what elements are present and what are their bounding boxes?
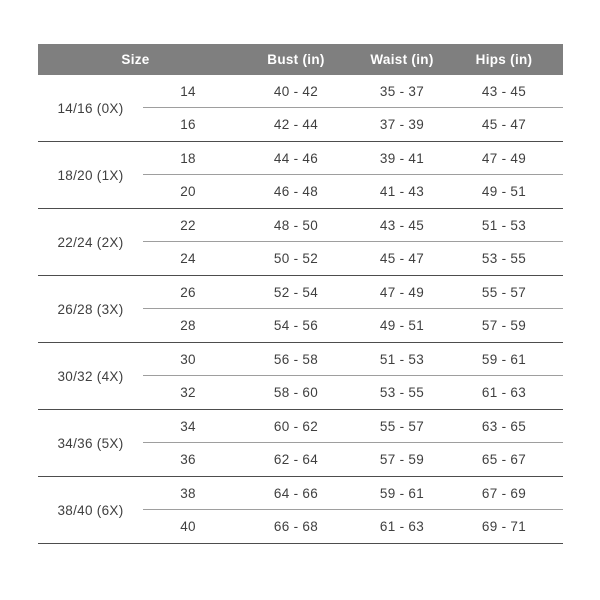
group-size-label: 22/24 (2X) [57,234,124,250]
header-bust: Bust (in) [267,52,325,67]
size-cell: 30 [143,343,233,376]
hips-cell: 43 - 45 [445,75,563,108]
bust-cell: 52 - 54 [233,276,359,309]
header-size: Size [121,52,150,67]
waist-cell: 57 - 59 [379,452,425,467]
size-cell: 20 [180,184,196,199]
waist-cell: 59 - 61 [359,477,445,510]
hips-cell: 49 - 51 [481,184,527,199]
size-cell: 24 [180,251,196,266]
hips-cell: 59 - 61 [445,343,563,376]
size-group [38,410,563,477]
group-size-label: 30/32 (4X) [57,368,124,384]
size-cell: 38 [143,477,233,510]
hips-cell: 55 - 57 [445,276,563,309]
size-group [38,276,563,343]
waist-cell: 37 - 39 [379,117,425,132]
waist-cell: 45 - 47 [379,251,425,266]
size-chart-body [38,75,563,544]
size-cell: 22 [143,209,233,242]
waist-cell: 47 - 49 [359,276,445,309]
hips-cell: 61 - 63 [481,385,527,400]
waist-cell: 55 - 57 [359,410,445,443]
waist-cell: 41 - 43 [379,184,425,199]
size-cell: 14 [143,75,233,108]
size-group [38,343,563,410]
hips-cell: 67 - 69 [445,477,563,510]
hips-cell: 51 - 53 [445,209,563,242]
hips-cell: 65 - 67 [481,452,527,467]
group-size-label: 34/36 (5X) [57,435,124,451]
size-group [38,75,563,142]
hips-cell: 47 - 49 [445,142,563,175]
size-cell: 16 [180,117,196,132]
size-group [38,477,563,544]
size-cell: 32 [180,385,196,400]
bust-cell: 60 - 62 [233,410,359,443]
bust-cell: 46 - 48 [273,184,319,199]
waist-cell: 53 - 55 [379,385,425,400]
waist-cell: 35 - 37 [359,75,445,108]
group-size-label: 38/40 (6X) [57,502,124,518]
size-group [38,142,563,209]
group-size-label: 14/16 (0X) [57,100,124,116]
waist-cell: 43 - 45 [359,209,445,242]
table-header-row [38,44,563,75]
bust-cell: 40 - 42 [233,75,359,108]
size-cell: 18 [143,142,233,175]
size-cell: 40 [180,519,196,534]
group-size-label: 18/20 (1X) [57,167,124,183]
size-cell: 34 [143,410,233,443]
bust-cell: 58 - 60 [273,385,319,400]
size-group [38,209,563,276]
waist-cell: 51 - 53 [359,343,445,376]
hips-cell: 69 - 71 [481,519,527,534]
hips-cell: 63 - 65 [445,410,563,443]
waist-cell: 49 - 51 [379,318,425,333]
bust-cell: 62 - 64 [273,452,319,467]
bust-cell: 66 - 68 [273,519,319,534]
size-cell: 28 [180,318,196,333]
bust-cell: 48 - 50 [233,209,359,242]
group-size-label: 26/28 (3X) [57,301,124,317]
bust-cell: 54 - 56 [273,318,319,333]
bust-cell: 50 - 52 [273,251,319,266]
bust-cell: 42 - 44 [273,117,319,132]
bust-cell: 44 - 46 [233,142,359,175]
waist-cell: 61 - 63 [379,519,425,534]
size-cell: 26 [143,276,233,309]
size-cell: 36 [180,452,196,467]
waist-cell: 39 - 41 [359,142,445,175]
hips-cell: 53 - 55 [481,251,527,266]
size-chart-table [38,44,563,544]
header-hips: Hips (in) [475,52,533,67]
hips-cell: 45 - 47 [481,117,527,132]
bust-cell: 56 - 58 [233,343,359,376]
bust-cell: 64 - 66 [233,477,359,510]
hips-cell: 57 - 59 [481,318,527,333]
header-waist: Waist (in) [370,52,434,67]
